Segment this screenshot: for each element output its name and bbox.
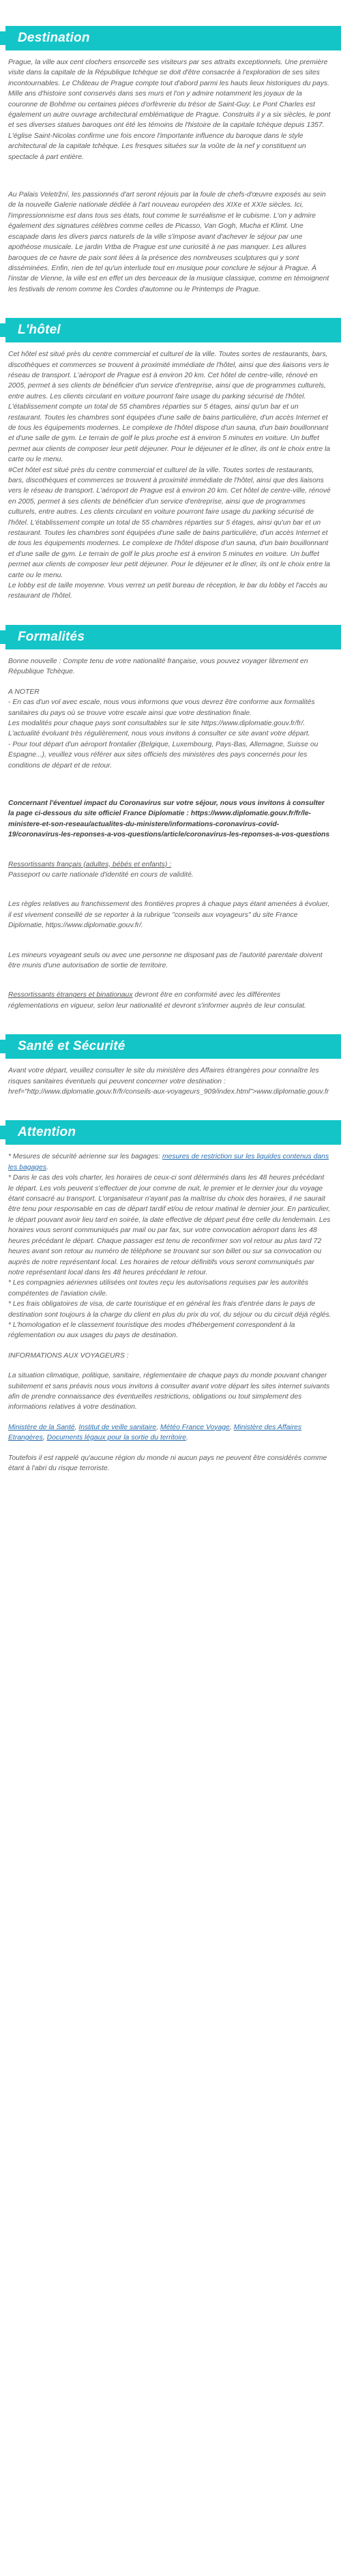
text: . — [46, 1163, 48, 1171]
paragraph: Cet hôtel est situé près du centre commercial et culturel de la ville. Toutes sortes de restaurants, bars, discothèques et commerces se trouvent à proximité immédiate de l'hôtel, ainsi que des liaisons vers le réseau de transport. L'aéroport de Prague est à environ 20 km. Cet hôtel de centre-ville, rénové en 2005, permet à ses clients de bénéficier d'un service d'entreprise, ainsi que de programmes culturels, entre autres. Les clients circulant en voiture pourront faire usage du parking sécurisé de l'hôtel. L'établissement compte un total de 55 chambres réparties sur 5 étages, ainsi qu'un bar et un restaurant. Toutes les chambres sont équipées d'une salle de bains particulière, d'un accès Internet et de tous les équipements modernes. Le complexe de l'hôtel dispose d'un sauna, d'un bain bouillonnant et d'une salle de gym. Le terrain de golf le plus proche est à environ 5 minutes en voiture. Un buffet permet aux clients de composer leur petit déjeuner. Pour le déjeuner et le dîner, ils ont le choix entre la carte ou le menu. — [8, 351, 331, 464]
section-title: Destination — [18, 31, 90, 45]
link-ministere-sante[interactable]: Ministère de la Santé — [8, 1423, 75, 1431]
paragraph: Toutefois il est rappelé qu'aucune région du monde ni aucun pays ne peuvent être considérés comme étant à l'abri du risque terroriste. — [8, 1454, 327, 1472]
note-heading: A NOTER — [8, 688, 40, 696]
section-content — [0, 1066, 341, 1097]
paragraph: * Les frais obligatoires de visa, de carte touristique et en général les frais d'entrée dans le pays de destination sont toujours à la charge du client en plus du prix du vol, du séjour ou du circuit déjà réglés. — [8, 1300, 331, 1319]
paragraph: Passeport ou carte nationale d'identité en cours de validité. — [8, 870, 194, 879]
paragraph: Les mineurs voyageant seuls ou avec une personne ne disposant pas de l'autorité parentale doivent être munis d'une autorisation de sortie de territoire. — [8, 951, 323, 969]
info-heading: INFORMATIONS AUX VOYAGEURS : — [8, 1351, 129, 1360]
covid-notice: Concernant l'éventuel impact du Coronavirus sur votre séjour, nous vous invitons à consulter la page ci-dessous du site officiel France Diplomatie : https://www.diplomatie.gouv.fr/fr/le-ministere-et-son-reseau/actualites-du-ministere/informations-coronavirus-covid-19/coronavirus-les-reponses-a-vos-questions/article/coronavirus-les-reponses-a-vos-questions — [8, 799, 330, 839]
paragraph — [8, 1152, 331, 1173]
text: * Mesures de sécurité aérienne sur les bagages: — [8, 1153, 162, 1161]
section-header — [0, 26, 341, 50]
paragraph: Le lobby est de taille moyenne. Vous verrez un petit bureau de réception, le bar du lobby et l'accès au restaurant de l'hôtel. — [8, 582, 327, 600]
paragraph: Bonne nouvelle : Compte tenu de votre nationalité française, vous pouvez voyager librement en République Tchèque. — [8, 657, 308, 676]
section-formalites — [0, 625, 341, 1011]
liquids-restriction-link[interactable]: mesures de restriction sur les liquides contenus dans les bagages — [8, 1153, 329, 1171]
paragraph: Les modalités pour chaque pays sont consultables sur le site https://www.diplomatie.gouv.fr/fr/. L'actualité évoluant très régulièrement, nous vous invitons à consulter ce site avant votre départ. — [8, 719, 310, 738]
paragraph: - En cas d'un vol avec escale, nous vous informons que vous devrez être conforme aux formalités sanitaires du pays où se trouve votre escale ainsi que votre destination finale. — [8, 699, 315, 717]
links-paragraph: Ministère de la Santé, Institut de veille sanitaire, Météo France Voyage, Ministère des Affaires Etrangères, Documents légaux pour la sortie du territoire. — [8, 1423, 302, 1442]
link-veille-sanitaire[interactable]: Institut de veille sanitaire — [78, 1423, 157, 1431]
section-hotel — [0, 318, 341, 602]
text: devront être en conformité avec les différentes réglementations en vigueur, selon leur nationalité et devront s'informer auprès de leur consulat. — [8, 991, 306, 1010]
subheading: Ressortissants français (adultes, bébés et enfants) : — [8, 860, 172, 868]
paragraph: #Cet hôtel est situé près du centre commercial et culturel de la ville. Toutes sortes de restaurants, bars, discothèques et commerces se trouvent à proximité immédiate de l'hôtel, ainsi que des liaisons vers le réseau de transport. L'aéroport de Prague est à environ 20 km. Cet hôtel de centre-ville, rénové en 2005, permet à ses clients de bénéficier d'un service d'entreprise, ainsi que de programmes culturels, entre autres. Les clients circulant en voiture pourront faire usage du parking sécurisé de l'hôtel. L'établissement compte un total de 55 chambres réparties sur 5 étages, ainsi qu'un bar et un restaurant. Toutes les chambres sont équipées d'une salle de bains particulière, d'un accès Internet et de tous les équipements modernes. Le complexe de l'hôtel dispose d'un sauna, d'un bain bouillonnant et d'une salle de gym. Le terrain de golf le plus proche est à environ 5 minutes en voiture. Un buffet permet aux clients de composer leur petit déjeuner. Pour le déjeuner et le dîner, ils ont le choix entre la carte ou le menu. — [8, 466, 331, 579]
section-destination — [0, 26, 341, 295]
section-sante — [0, 1034, 341, 1097]
section-title: Attention — [18, 1125, 76, 1140]
section-header — [0, 318, 341, 342]
link-meteo-france[interactable]: Météo France Voyage — [160, 1423, 230, 1431]
paragraph: * L'homologation et le classement touristique des modes d'hébergement correspondent à la réglementation ou aux usages du pays de destination. — [8, 1321, 295, 1340]
link-documents-legaux[interactable]: Documents légaux pour la sortie du territoire — [46, 1434, 187, 1442]
section-content — [0, 656, 341, 1011]
paragraph: * Les compagnies aériennes utilisées ont toutes reçu les autorisations requises par les autorités compétentes de l'aviation civile. — [8, 1279, 309, 1298]
paragraph: La situation climatique, politique, sanitaire, réglementaire de chaque pays du monde pouvant changer subitement et sans préavis nous vous invitons à consulter avant votre départ les sites internet suivants afin de prendre connaissance des éventuelles restrictions, obligations ou tout simplement des informations relatives à votre destination. — [8, 1372, 330, 1411]
paragraph: Avant votre départ, veuillez consulter le site du ministère des Affaires étrangères pour connaître les risques sanitaires éventuels qui peuvent concerner votre destination : href="http://www.diplomatie.gouv.fr/fr/conseils-aux-voyageurs_909/index.html">www.diplomatie.gouv.fr — [8, 1067, 329, 1096]
paragraph: Les règles relatives au franchissement des frontières propres à chaque pays étant amenées à évoluer, il est vivement conseillé de se reporter à la rubrique "conseils aux voyageurs" du site France Diplomatie, https://www.diplomatie.gouv.fr/. — [8, 901, 330, 930]
section-header — [0, 1034, 341, 1059]
section-header — [0, 625, 341, 649]
section-title: Santé et Sécurité — [18, 1039, 125, 1054]
section-header — [0, 1120, 341, 1145]
subheading: Ressortissants étrangers et binationaux — [8, 991, 133, 999]
link-affaires-etrangeres[interactable]: Ministère des Affaires Etrangères — [8, 1423, 302, 1442]
paragraph: Prague, la ville aux cent clochers ensorcelle ses visiteurs par ses attraits exceptionnels. Une première visite dans la capitale de la République tchèque se doit d'être consacrée à l'exploration de ses sites incontournables. Le Château de Prague compte tout d'abord parmi les hauts lieux historiques du pays. Mille ans d'histoire sont conservés dans ses murs et l'on y admire notamment les joyaux de la couronne de Bohême ou certaines pièces d'orfèvrerie du trésor de Saint-Guy. Le Pont Charles est également un autre ouvrage architectural emblématique de Prague. Construits il y a six siècles, le pont et ses diverses statues baroques ont été les témoins de l'histoire de la capitale tchèque depuis 1357. L'église Saint-Nicolas confirme une fois encore l'importante influence du baroque dans le style architectural de la capitale tchèque. Les fresques situées sur la voûte de la nef y constituent un spectacle à part entière. — [8, 59, 331, 161]
section-content — [0, 57, 341, 295]
section-title: Formalités — [18, 629, 85, 644]
paragraph — [8, 990, 331, 1011]
section-title: L'hôtel — [18, 323, 61, 338]
section-content — [0, 1152, 341, 1474]
paragraph: Au Palais Veletržní, les passionnés d'art seront réjouis par la foule de chefs-d'œuvre exposés au sein de la nouvelle Galerie nationale dédiée à l'art nouveau européen des XIXe et XXIe siècles. Ici, l'impressionnisme est dans tous ses états, tout comme le surréalisme et le cubisme. L'on y admire également des signatures célèbres comme celles de Picasso, Van Gogh, Mucha et Klimt. Une escapade dans les divers parcs naturels de la ville s'impose avant d'achever le séjour par une apothéose musicale. Le jardin Vrtba de Prague est une curiosité à ne pas manquer. Les allures baroques de ce havre de paix sont liées à la présence des nombreuses sculptures qui y sont disséminées. Enfin, rien de tel qu'un interlude tout en musique pour conclure le séjour à Prague. À l'instar de Vienne, la ville est en effet un des berceaux de la musique classique, comme en témoignent les festivals de renom comme les Cordes d'automne ou le Printemps de Prague. — [8, 191, 329, 293]
section-content — [0, 349, 341, 602]
paragraph: * Dans le cas des vols charter, les horaires de ceux-ci sont déterminés dans les 48 heures précédant le départ. Les vols peuvent s'effectuer de jour comme de nuit, le premier et le dernier jour du voyage étant consacré au transport. L'organisateur n'ayant pas la maîtrise du choix des horaires, il ne saurait être tenu pour responsable en cas de départ tardif et/ou de retour matinal le dernier jour. En particulier, le départ pouvant avoir lieu tard en soirée, la date effective de départ peut être celle du lendemain. Les horaires vous seront communiqués par mail ou par fax, sur votre convocation aéroport dans les 48 heures précédant le départ. Chaque passager est tenu de reconfirmer son vol retour au plus tard 72 heures avant son retour au numéro de téléphone se trouvant sur son billet ou sur sa convocation ou auprès de notre représentant local. Les horaires de retour définitifs vous seront communiqués par notre représentant local dans les 48 heures précédant le retour. — [8, 1174, 331, 1276]
paragraph: - Pour tout départ d'un aéroport frontalier (Belgique, Luxembourg, Pays-Bas, Allemagne, Suisse ou Espagne...), veuillez vous référer aux sites officiels des ministères des pays concernés pour les conditions de départ et de retour. — [8, 740, 318, 770]
section-attention — [0, 1120, 341, 1474]
